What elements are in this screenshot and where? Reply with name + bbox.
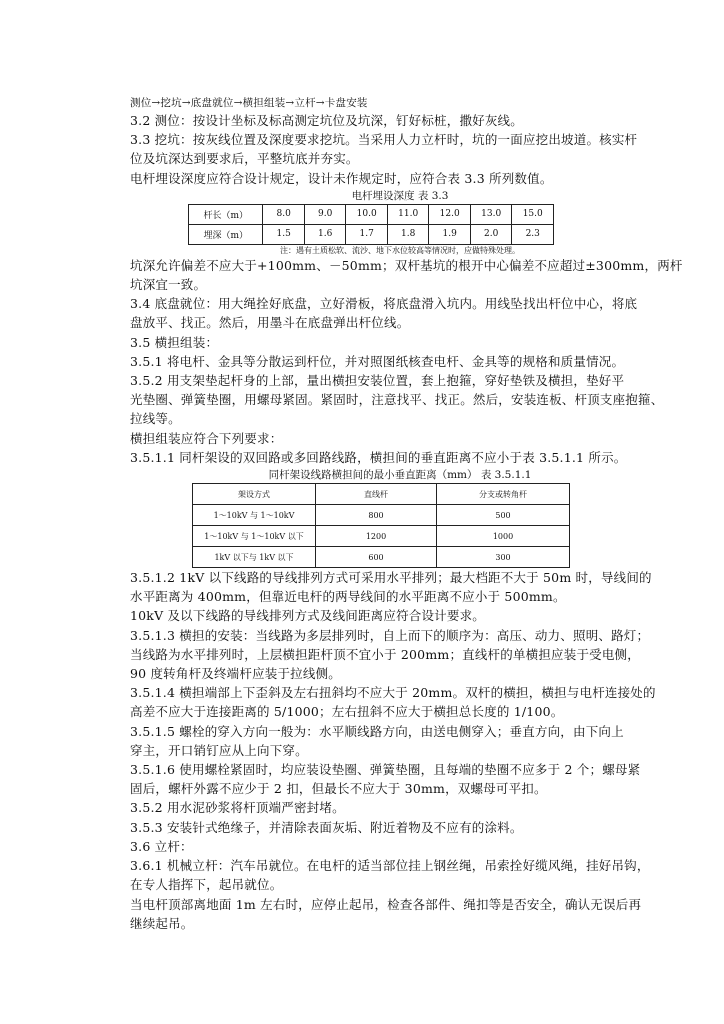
paragraph: 光垫圈、弹簧垫圈，用螺母紧固。紧固时，注意找平、找正。然后，安装连板、杆顶支座抱箍、 — [130, 392, 664, 408]
table-cell: 11.0 — [387, 204, 429, 224]
table-row — [193, 505, 570, 526]
paragraph: 3.5.1.3 横担的安装：当线路为多层排列时，自上而下的顺序为：高压、动力、照明、路灯； — [130, 627, 650, 643]
paragraph: 3.5.1.4 横担端部上下歪斜及左右扭斜均不应大于 20mm。双杆的横担，横担与电杆连接处的 — [130, 685, 656, 701]
process-flow: 测位→挖坑→底盘就位→横担组装→立杆→卡盘安装 — [130, 97, 368, 109]
paragraph: 继续起吊。 — [130, 915, 194, 931]
table-cell: 1.9 — [429, 224, 471, 244]
table-cell: 12.0 — [429, 204, 471, 224]
table-caption: 电杆埋设深度 表 3.3 — [351, 189, 449, 202]
document-page — [130, 95, 683, 933]
paragraph: 固后，螺杆外露不应少于 2 扣，但最长不应大于 30mm，双螺母可平扣。 — [130, 781, 547, 797]
table-cell: 2.3 — [512, 224, 554, 244]
table-cell: 9.0 — [304, 204, 346, 224]
paragraph: 3.3 挖坑：按灰线位置及深度要求挖坑。当采用人力立杆时，坑的一面应挖出坡道。核实杆 — [130, 132, 638, 148]
paragraph: 3.5.1.5 螺栓的穿入方向一般为：水平顺线路方向，由送电侧穿入；垂直方向，由下向上 — [130, 723, 624, 739]
paragraph: 在专人指挥下，起吊就位。 — [130, 877, 283, 893]
table-cell: 500 — [437, 505, 570, 526]
burial-depth-table — [188, 204, 554, 245]
table-row — [193, 526, 570, 547]
paragraph: 3.2 测位：按设计坐标及标高测定坑位及坑深，钉好标桩，撒好灰线。 — [130, 113, 523, 128]
table-cell: 15.0 — [512, 204, 554, 224]
paragraph: 3.5.1.6 使用螺栓紧固时，均应装设垫圈、弹簧垫圈，且每端的垫圈不应多于 2 个；螺母紧 — [130, 762, 641, 778]
paragraph: 当线路为水平排列时，上层横担距杆顶不宜小于 200mm；直线杆的单横担应装于受电侧， — [130, 646, 640, 662]
paragraph: 水平距离为 400mm，但靠近电杆的两导线间的水平距离不应小于 500mm。 — [130, 589, 566, 605]
table-cell: 13.0 — [470, 204, 512, 224]
table-caption: 同杆架设线路横担间的最小垂直距离（mm） 表 3.5.1.1 — [268, 469, 532, 482]
paragraph: 电杆埋设深度应符合设计规定，设计未作规定时，应符合表 3.3 所列数值。 — [130, 170, 553, 186]
table-header: 分支或转角杆 — [437, 484, 570, 505]
paragraph: 坑深允许偏差不应大于+100mm、－50mm；双杆基坑的根开中心偏差不应超过±300mm，两杆 — [130, 257, 683, 273]
table-cell: 1.8 — [387, 224, 429, 244]
paragraph: 3.5.1.1 同杆架设的双回路或多回路线路，横担间的垂直距离不应小于表 3.5.1.1 所示。 — [130, 449, 627, 465]
table-cell: 埋深（m） — [189, 224, 263, 244]
table-cell: 1200 — [316, 526, 437, 547]
table-cell: 600 — [316, 547, 437, 568]
paragraph: 3.5.2 用水泥砂浆将杆顶端严密封堵。 — [130, 800, 345, 816]
paragraph: 当电杆顶部离地面 1m 左右时，应停止起吊，检查各部件、绳扣等是否安全，确认无误后再 — [130, 896, 642, 912]
table-cell: 1～10kV 与 1～10kV 以下 — [193, 526, 316, 547]
paragraph: 盘放平、找正。然后，用墨斗在底盘弹出杆位线。 — [130, 315, 410, 331]
table-cell: 8.0 — [263, 204, 305, 224]
paragraph: 3.5.1 将电杆、金具等分散运到杆位，并对照图纸核查电杆、金具等的规格和质量情况。 — [130, 353, 625, 369]
table-header: 架设方式 — [193, 484, 316, 505]
paragraph: 拉线等。 — [130, 411, 181, 427]
table-header-row — [193, 484, 570, 505]
section-heading: 3.6 立杆： — [130, 838, 193, 854]
table-cell: 杆长（m） — [189, 204, 263, 224]
table-cell: 10.0 — [346, 204, 388, 224]
table-cell: 300 — [437, 547, 570, 568]
table-cell: 1.7 — [346, 224, 388, 244]
crossarm-spacing-table — [192, 483, 570, 568]
table-row — [193, 547, 570, 568]
paragraph: 3.4 底盘就位：用大绳拴好底盘，立好滑板，将底盘滑入坑内。用线坠找出杆位中心，将底 — [130, 296, 638, 312]
paragraph: 高差不应大于连接距离的 5/1000；左右扭斜不应大于横担总长度的 1/100。 — [130, 704, 564, 720]
paragraph: 3.5.2 用支架垫起杆身的上部，量出横担安装位置，套上抱箍，穿好垫铁及横担，垫好平 — [130, 373, 625, 389]
paragraph: 10kV 及以下线路的导线排列方式及线间距离应符合设计要求。 — [130, 608, 485, 624]
paragraph: 3.5.3 安装针式绝缘子，并清除表面灰垢、附近着物及不应有的涂料。 — [130, 819, 523, 835]
table-row — [189, 204, 554, 224]
paragraph: 坑深宜一致。 — [130, 277, 207, 293]
table-header: 直线杆 — [316, 484, 437, 505]
table-cell: 1kV 以下与 1kV 以下 — [193, 547, 316, 568]
table-note: 注：遇有土质松软、流沙、地下水位较高等情况时，应做特殊处理。 — [280, 245, 520, 255]
table-cell: 1～10kV 与 1～10kV — [193, 505, 316, 526]
paragraph: 穿主，开口销钉应从上向下穿。 — [130, 742, 308, 758]
paragraph: 位及坑深达到要求后，平整坑底并夯实。 — [130, 151, 359, 167]
paragraph: 3.6.1 机械立杆：汽车吊就位。在电杆的适当部位挂上钢丝绳，吊索拴好缆风绳，挂好吊钩， — [130, 858, 650, 874]
paragraph: 90 度转角杆及终端杆应装于拉线侧。 — [130, 666, 341, 682]
table-cell: 2.0 — [470, 224, 512, 244]
table-cell: 800 — [316, 505, 437, 526]
table-cell: 1000 — [437, 526, 570, 547]
paragraph: 3.5.1.2 1kV 以下线路的导线排列方式可采用水平排列；最大档距不大于 50m 时，导线间的 — [130, 570, 652, 586]
table-row — [189, 224, 554, 244]
table-cell: 1.5 — [263, 224, 305, 244]
paragraph: 横担组装应符合下列要求： — [130, 430, 283, 446]
section-heading: 3.5 横担组装： — [130, 334, 219, 350]
table-cell: 1.6 — [304, 224, 346, 244]
